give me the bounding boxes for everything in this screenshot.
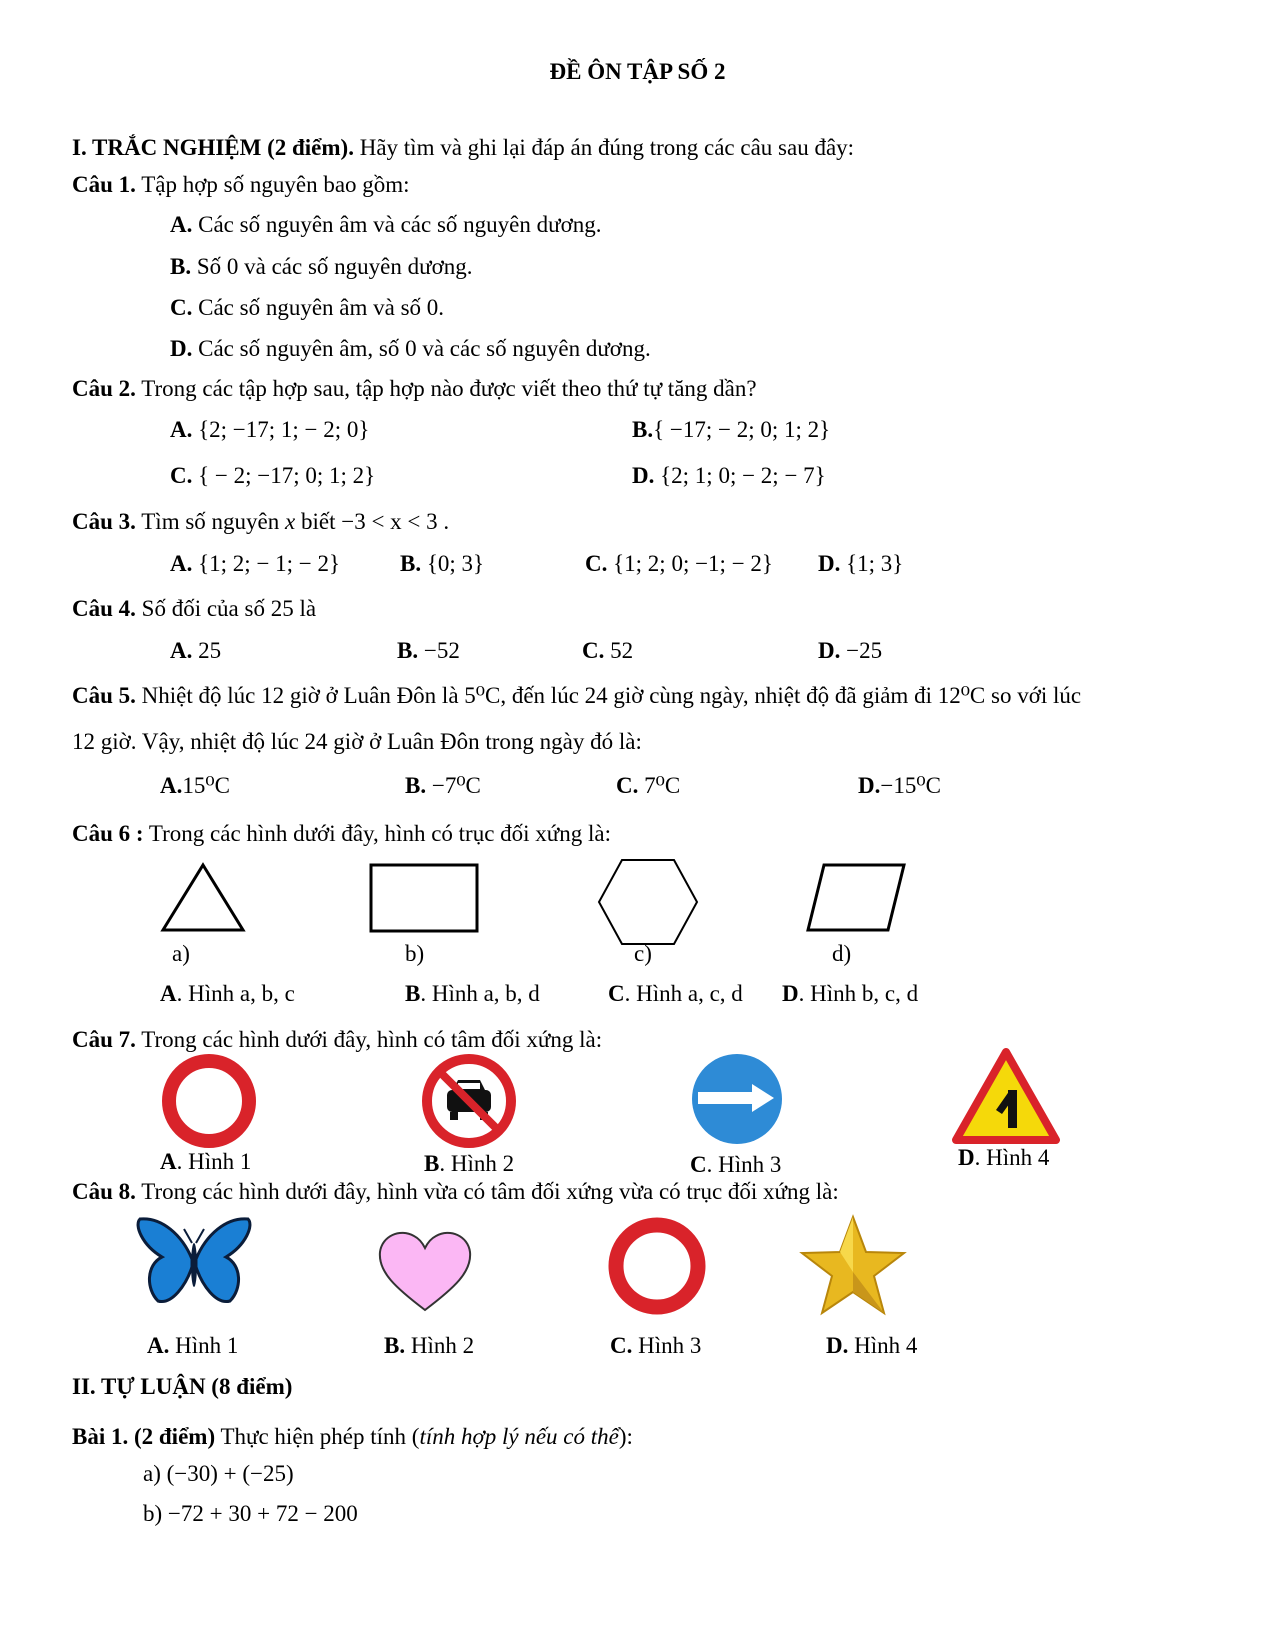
exercise-1-part-b bbox=[143, 1502, 358, 1525]
option-text: {1; 2; 0; −1; − 2} bbox=[613, 551, 773, 576]
option-key: C. bbox=[616, 773, 639, 798]
option-text: −52 bbox=[423, 638, 460, 663]
question-8 bbox=[72, 1180, 839, 1203]
exercise-1-label: Bài 1. (2 điểm) bbox=[72, 1424, 216, 1449]
option-key: B. bbox=[632, 417, 654, 442]
option-key: D bbox=[782, 981, 799, 1006]
question-3-label: Câu 3. bbox=[72, 509, 136, 534]
part-key: b) bbox=[143, 1501, 163, 1526]
option-text: {0; 3} bbox=[426, 551, 485, 576]
q5-option-c bbox=[616, 774, 680, 797]
option-text: Các số nguyên âm và số 0. bbox=[198, 295, 445, 320]
question-6-text: Trong các hình dưới đây, hình có trục đối xứng là: bbox=[148, 821, 612, 846]
option-key: D. bbox=[818, 551, 841, 576]
option-text: { − 2; −17; 0; 1; 2} bbox=[198, 463, 376, 488]
parallelogram-figure bbox=[804, 862, 908, 934]
option-text: . Hình a, c, d bbox=[624, 981, 743, 1006]
gold-star-icon bbox=[798, 1214, 908, 1316]
q7-option-d bbox=[958, 1146, 1049, 1169]
option-text: 52 bbox=[610, 638, 634, 663]
q4-option-d bbox=[818, 639, 882, 662]
option-text: . Hình b, c, d bbox=[798, 981, 919, 1006]
q7-option-b bbox=[424, 1152, 514, 1175]
question-7 bbox=[72, 1028, 602, 1051]
option-key: B bbox=[405, 981, 421, 1006]
exercise-1-part-a bbox=[143, 1462, 294, 1485]
q3-option-d bbox=[818, 552, 903, 575]
q3-option-a bbox=[170, 552, 340, 575]
q1-option-a bbox=[170, 213, 602, 236]
q3-option-b bbox=[400, 552, 484, 575]
option-key: A. bbox=[160, 773, 183, 798]
q4-option-b bbox=[397, 639, 460, 662]
question-5-line-2: 12 giờ. Vậy, nhiệt độ lúc 24 giờ ở Luân Đôn trong ngày đó là: bbox=[72, 729, 642, 754]
page-title: ĐỀ ÔN TẬP SỐ 2 bbox=[549, 59, 726, 84]
option-text: {1; 3} bbox=[846, 551, 904, 576]
question-3-condition: −3 < x < 3 . bbox=[341, 509, 450, 534]
question-3-text-mid: biết bbox=[300, 509, 336, 534]
option-key: D. bbox=[826, 1333, 849, 1358]
q8-option-c bbox=[610, 1334, 701, 1357]
question-6-label: Câu 6 : bbox=[72, 821, 144, 846]
q3-option-c bbox=[585, 552, 773, 575]
question-4-label: Câu 4. bbox=[72, 596, 136, 621]
option-text: −15⁰C bbox=[880, 773, 941, 798]
option-key: C. bbox=[610, 1333, 633, 1358]
question-2-text: Trong các tập hợp sau, tập hợp nào được viết theo thứ tự tăng dần? bbox=[141, 376, 757, 401]
option-text: . Hình 2 bbox=[439, 1151, 515, 1176]
option-text: Hình 4 bbox=[854, 1333, 918, 1358]
question-5-line-1: Nhiệt độ lúc 12 giờ ở Luân Đôn là 5⁰C, đến lúc 24 giờ cùng ngày, nhiệt độ đã giảm đi 12⁰C so với lúc bbox=[141, 683, 1082, 708]
no-cars-sign-icon bbox=[420, 1052, 518, 1150]
option-text: 15⁰C bbox=[182, 773, 230, 798]
option-text: −25 bbox=[846, 638, 883, 663]
q6-option-c bbox=[608, 982, 743, 1005]
figure-b-caption: b) bbox=[405, 941, 425, 966]
red-ring-sign-icon bbox=[160, 1052, 258, 1150]
q6-option-d bbox=[782, 982, 918, 1005]
option-text: . Hình a, b, c bbox=[176, 981, 295, 1006]
question-8-label: Câu 8. bbox=[72, 1179, 136, 1204]
option-text: Hình 1 bbox=[175, 1333, 239, 1358]
option-key: A. bbox=[170, 417, 193, 442]
option-key: C. bbox=[585, 551, 608, 576]
option-key: A. bbox=[170, 551, 193, 576]
exercise-1-text-end: ): bbox=[618, 1424, 633, 1449]
question-1-text: Tập hợp số nguyên bao gồm: bbox=[141, 172, 410, 197]
question-2 bbox=[72, 377, 757, 400]
option-text: Số 0 và các số nguyên dương. bbox=[196, 254, 473, 279]
option-key: D bbox=[958, 1145, 975, 1170]
option-key: C bbox=[608, 981, 625, 1006]
option-text: Hình 3 bbox=[638, 1333, 702, 1358]
option-text: Hình 2 bbox=[410, 1333, 475, 1358]
q7-option-a bbox=[160, 1150, 251, 1173]
question-3-text: Tìm số nguyên bbox=[141, 509, 280, 534]
part-key: a) bbox=[143, 1461, 161, 1486]
question-7-text: Trong các hình dưới đây, hình có tâm đối xứng là: bbox=[141, 1027, 603, 1052]
q4-option-a bbox=[170, 639, 221, 662]
option-text: {2; −17; 1; − 2; 0} bbox=[198, 417, 370, 442]
figure-c-caption: c) bbox=[634, 941, 652, 966]
option-key: A. bbox=[170, 638, 193, 663]
part-expression: (−30) + (−25) bbox=[166, 1461, 294, 1486]
hexagon-figure bbox=[596, 856, 700, 948]
option-text: . Hình a, b, d bbox=[420, 981, 540, 1006]
q6-option-b bbox=[405, 982, 540, 1005]
option-key: C. bbox=[170, 295, 193, 320]
figure-d-caption: d) bbox=[832, 941, 852, 966]
q4-option-c bbox=[582, 639, 633, 662]
q8-option-a bbox=[147, 1334, 238, 1357]
question-1-label: Câu 1. bbox=[72, 172, 136, 197]
question-5 bbox=[72, 684, 1081, 707]
option-key: B. bbox=[170, 254, 192, 279]
q8-option-d bbox=[826, 1334, 917, 1357]
option-text: Các số nguyên âm và các số nguyên dương. bbox=[198, 212, 602, 237]
section-2-heading: II. TỰ LUẬN (8 điểm) bbox=[72, 1374, 293, 1399]
triangle-figure bbox=[160, 862, 246, 934]
option-key: B. bbox=[405, 773, 427, 798]
option-key: C. bbox=[582, 638, 605, 663]
question-4-text: Số đối của số 25 là bbox=[141, 596, 317, 621]
option-text: 7⁰C bbox=[644, 773, 681, 798]
q7-option-c bbox=[690, 1153, 781, 1176]
question-4 bbox=[72, 597, 316, 620]
option-key: D. bbox=[818, 638, 841, 663]
question-5-label: Câu 5. bbox=[72, 683, 136, 708]
q5-option-d bbox=[858, 774, 941, 797]
variable-x: x bbox=[285, 509, 296, 534]
merge-warning-sign-icon bbox=[952, 1048, 1060, 1144]
q2-option-b bbox=[632, 418, 830, 441]
q2-option-c bbox=[170, 464, 375, 487]
question-3 bbox=[72, 510, 449, 533]
exercise-1-text: Thực hiện phép tính ( bbox=[220, 1424, 420, 1449]
option-text: { −17; − 2; 0; 1; 2} bbox=[653, 417, 831, 442]
question-8-text: Trong các hình dưới đây, hình vừa có tâm đối xứng vừa có trục đối xứng là: bbox=[141, 1179, 839, 1204]
option-key: A. bbox=[147, 1333, 170, 1358]
option-key: D. bbox=[170, 336, 193, 361]
q1-option-d bbox=[170, 337, 651, 360]
option-key: A bbox=[160, 1149, 177, 1174]
option-text: . Hình 4 bbox=[974, 1145, 1050, 1170]
question-1 bbox=[72, 173, 410, 196]
q6-option-a bbox=[160, 982, 295, 1005]
q8-option-b bbox=[384, 1334, 474, 1357]
question-2-label: Câu 2. bbox=[72, 376, 136, 401]
q1-option-b bbox=[170, 255, 473, 278]
option-key: B bbox=[424, 1151, 440, 1176]
option-key: A. bbox=[170, 212, 193, 237]
section-1-header bbox=[72, 136, 854, 159]
blue-arrow-sign-icon bbox=[690, 1052, 784, 1146]
exercise-1-italic: tính hợp lý nếu có thể bbox=[419, 1424, 619, 1449]
option-key: D. bbox=[632, 463, 655, 488]
part-expression: −72 + 30 + 72 − 200 bbox=[167, 1501, 358, 1526]
option-text: 25 bbox=[198, 638, 222, 663]
section-1-instruction: Hãy tìm và ghi lại đáp án đúng trong các câu sau đây: bbox=[359, 135, 855, 160]
heart-icon bbox=[376, 1228, 474, 1314]
option-text: . Hình 1 bbox=[176, 1149, 252, 1174]
q1-option-c bbox=[170, 296, 444, 319]
option-key: C bbox=[690, 1152, 707, 1177]
option-key: D. bbox=[858, 773, 881, 798]
q5-option-b bbox=[405, 774, 481, 797]
option-key: B. bbox=[397, 638, 419, 663]
figure-a-caption: a) bbox=[172, 941, 190, 966]
option-text: {1; 2; − 1; − 2} bbox=[198, 551, 341, 576]
section-2-header bbox=[72, 1375, 292, 1398]
q2-option-d bbox=[632, 464, 826, 487]
option-key: B. bbox=[384, 1333, 406, 1358]
question-7-label: Câu 7. bbox=[72, 1027, 136, 1052]
butterfly-icon bbox=[132, 1215, 256, 1307]
option-text: {2; 1; 0; − 2; − 7} bbox=[660, 463, 826, 488]
option-key: A bbox=[160, 981, 177, 1006]
section-1-heading: I. TRẮC NGHIỆM (2 điểm). bbox=[72, 135, 354, 160]
option-key: B. bbox=[400, 551, 422, 576]
red-ring-icon bbox=[606, 1215, 708, 1317]
q2-option-a bbox=[170, 418, 369, 441]
option-text: Các số nguyên âm, số 0 và các số nguyên dương. bbox=[198, 336, 651, 361]
option-text: −7⁰C bbox=[431, 773, 481, 798]
exercise-1 bbox=[72, 1425, 633, 1448]
option-text: . Hình 3 bbox=[706, 1152, 782, 1177]
q5-option-a bbox=[160, 774, 230, 797]
option-key: C. bbox=[170, 463, 193, 488]
rectangle-figure bbox=[368, 862, 480, 934]
question-6 bbox=[72, 822, 611, 845]
